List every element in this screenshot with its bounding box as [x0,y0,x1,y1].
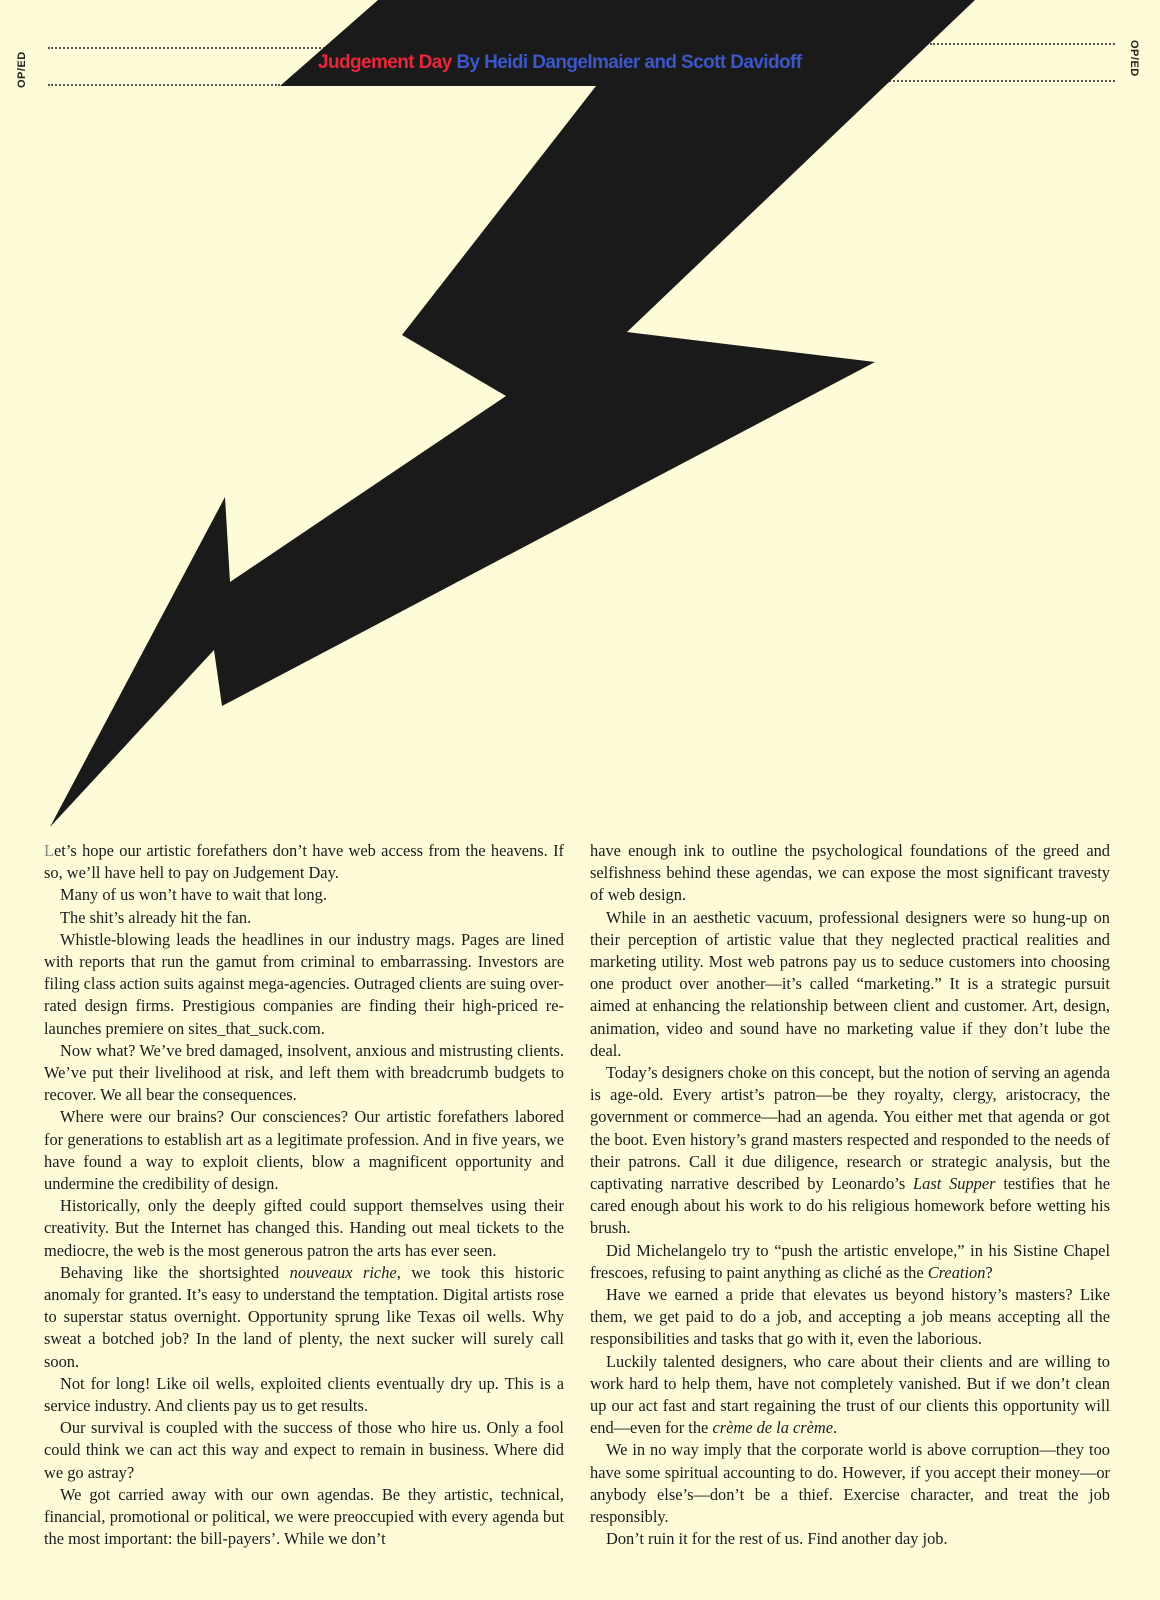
paragraph: Don’t ruin it for the rest of us. Find another day job. [606,1529,948,1549]
paragraph: have enough ink to outline the psychological foundations of the greed and selfishness behind these agendas, we can expose the most significant travesty of web design. [590,841,1110,905]
paragraph: Not for long! Like oil wells, exploited clients eventually dry up. This is a service industry. And clients pay us to get results. [44,1373,564,1416]
article-column-right [590,840,1110,1551]
paragraph: Whistle-blowing leads the headlines in our industry mags. Pages are lined with reports that run the gamut from criminal to embarrassing. Investors are filing class action suits against mega-agencies. Outraged clients are suing over-rated design firms. Prestigious companies are finding their high-priced re-launches premiere on sites_that_suck.com. [44,929,564,1038]
paragraph: While in an aesthetic vacuum, professional designers were so hung-up on their perception of artistic value that they neglected practical realities and marketing utility. Most web patrons pay us to seduce customers into choosing one product over another—it’s called “marketing.” It is a strategic pursuit aimed at enhancing the relationship between client and customer. Art, design, animation, video and sound have no marketing value if they don’t lube the deal. [590,907,1110,1060]
paragraph: Where were our brains? Our consciences? Our artistic forefathers labored for generations to establish art as a legitimate profession. And in five years, we have found a way to exploit clients, blow a magnificent opportunity and undermine the credibility of design. [44,1107,564,1194]
paragraph: Now what? We’ve bred damaged, insolvent, anxious and mistrusting clients. We’ve put their livelihood at risk, and left them with breadcrumb budgets to recover. We all bear the consequences. [44,1040,564,1105]
paragraph: We in no way imply that the corporate world is above corruption—they too have some spiritual accounting to do. However, if you accept their money—or anybody else’s—don’t be a thief. Exercise character, and treat the job responsibly. [590,1440,1110,1527]
headline-byline: By Heidi Dangelmaier and Scott Davidoff [456,52,802,73]
paragraph: Have we earned a pride that elevates us beyond history’s masters? Like them, we get paid to do a job, and accepting a job means accepting all the responsibilities and tasks that go with it, even the laborious. [590,1285,1110,1349]
article-column-left [44,840,564,1551]
section-tag-right: OP/ED [1128,40,1140,77]
headline [318,52,801,74]
paragraph: We got carried away with our own agendas. Be they artistic, technical, financial, promotional or political, we were preoccupied with every agenda but the most important: the bill-payers’. While we don’t [44,1484,564,1549]
headline-title: Judgement Day [318,52,452,73]
paragraph: Luckily talented designers, who care about their clients and are willing to work hard to help them, have not completely vanished. But if we don’t clean up our act fast and start regaining the trust of our clients this opportunity will end—even for the crème de la crème. [590,1351,1110,1438]
paragraph: Many of us won’t have to wait that long. [60,885,327,905]
paragraph: The shit’s already hit the fan. [60,907,252,927]
paragraph: Historically, only the deeply gifted could support themselves using their creativity. But the Internet has changed this. Handing out meal tickets to the mediocre, the web is the most generous patron the arts has ever seen. [44,1196,564,1260]
paragraph: Did Michelangelo try to “push the artistic envelope,” in his Sistine Chapel frescoes, refusing to paint anything as cliché as the Creation? [590,1240,1110,1282]
paragraph: Today’s designers choke on this concept, but the notion of serving an agenda is age-old. Every artist’s patron—be they royalty, clergy, aristocracy, the government or commerce—had an agenda. You either met that agenda or got the boot. Even history’s grand masters respected and responded to the needs of their patrons. Call it due diligence, research or strategic analysis, but the captivating narrative described by Leonardo’s Last Supper testifies that he cared enough about his work to do his religious homework before wetting his brush. [590,1063,1111,1238]
paragraph: Behaving like the shortsighted nouveaux riche, we took this historic anomaly for granted. It’s easy to understand the temptation. Digital artists rose to superstar status overnight. Opportunity sprung like Texas oil wells. Why sweat a botched job? In the land of plenty, the next sucker will surely call soon. [44,1262,564,1371]
lightning-bolt-shape [50,0,975,827]
paragraph: Our survival is coupled with the success of those who hire us. Only a fool could think we can act this way and expect to remain in business. Where did we go astray? [44,1418,564,1482]
section-tag-left: OP/ED [16,51,28,88]
paragraph: Let’s hope our artistic forefathers don’t have web access from the heavens. If so, we’ll have hell to pay on Judgement Day. [44,841,564,883]
